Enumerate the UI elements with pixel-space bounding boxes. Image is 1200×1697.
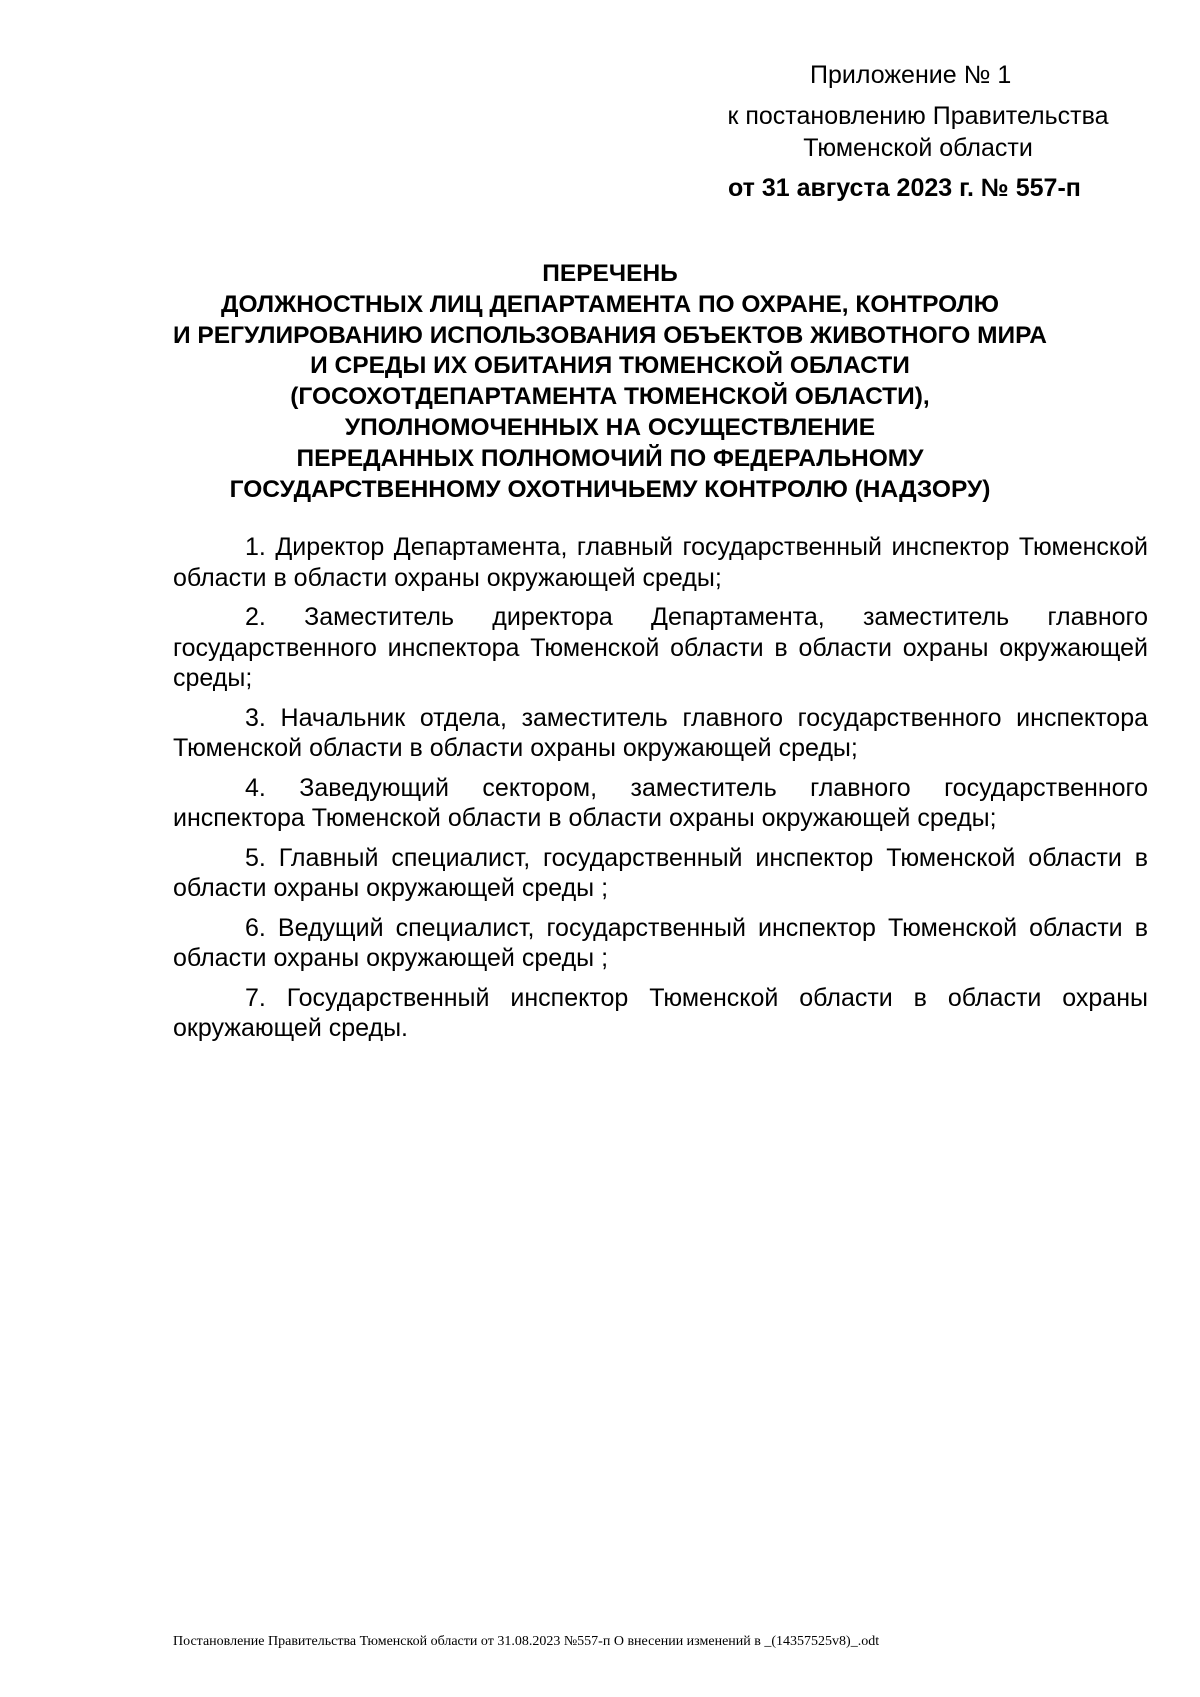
- list-item: 5. Главный специалист, государственный инспектор Тюменской области в области охраны окружающей среды ;: [173, 843, 1148, 902]
- list-item: 7. Государственный инспектор Тюменской области в области охраны окружающей среды.: [173, 983, 1148, 1042]
- decree-reference-line: к постановлению Правительства: [727, 102, 1109, 130]
- document-title: [150, 259, 1070, 505]
- title-line: ПЕРЕДАННЫХ ПОЛНОМОЧИЙ ПО ФЕДЕРАЛЬНОМУ: [296, 444, 924, 472]
- title-line: И СРЕДЫ ИХ ОБИТАНИЯ ТЮМЕНСКОЙ ОБЛАСТИ: [310, 352, 910, 380]
- list-item: 1. Директор Департамента, главный государственный инспектор Тюменской области в области охраны окружающей среды;: [173, 533, 1148, 592]
- title-line: И РЕГУЛИРОВАНИЮ ИСПОЛЬЗОВАНИЯ ОБЪЕКТОВ ЖИВОТНОГО МИРА: [172, 321, 1048, 349]
- appendix-title: Приложение № 1: [810, 61, 1012, 89]
- decree-date: от 31 августа 2023 г. № 557-п: [728, 174, 1081, 202]
- list-item: 3. Начальник отдела, заместитель главного государственного инспектора Тюменской области в области охраны окружающей среды;: [173, 703, 1148, 762]
- title-line: УПОЛНОМОЧЕННЫХ НА ОСУЩЕСТВЛЕНИЕ: [344, 413, 876, 441]
- list-item: 4. Заведующий сектором, заместитель главного государственного инспектора Тюменской области в области охраны окружающей среды;: [173, 773, 1148, 832]
- decree-reference: [708, 100, 1128, 164]
- decree-reference-line: Тюменской области: [803, 134, 1033, 162]
- list-item: 6. Ведущий специалист, государственный инспектор Тюменской области в области охраны окружающей среды ;: [173, 913, 1148, 972]
- list-item: 2. Заместитель директора Департамента, заместитель главного государственного инспектора Тюменской области в области охраны окружающей среды;: [173, 603, 1148, 692]
- title-line: ГОСУДАРСТВЕННОМУ ОХОТНИЧЬЕМУ КОНТРОЛЮ (НАДЗОРУ): [229, 475, 991, 503]
- page-footer: Постановление Правительства Тюменской области от 31.08.2023 №557-п О внесении изменений в _(14357525v8)_.odt: [173, 1634, 880, 1649]
- title-line: ПЕРЕЧЕНЬ: [542, 260, 678, 287]
- officials-list: [173, 532, 1148, 1053]
- title-line: ДОЛЖНОСТНЫХ ЛИЦ ДЕПАРТАМЕНТА ПО ОХРАНЕ, КОНТРОЛЮ: [220, 290, 1000, 318]
- title-line: (ГОСОХОТДЕПАРТАМЕНТА ТЮМЕНСКОЙ ОБЛАСТИ),: [290, 383, 930, 411]
